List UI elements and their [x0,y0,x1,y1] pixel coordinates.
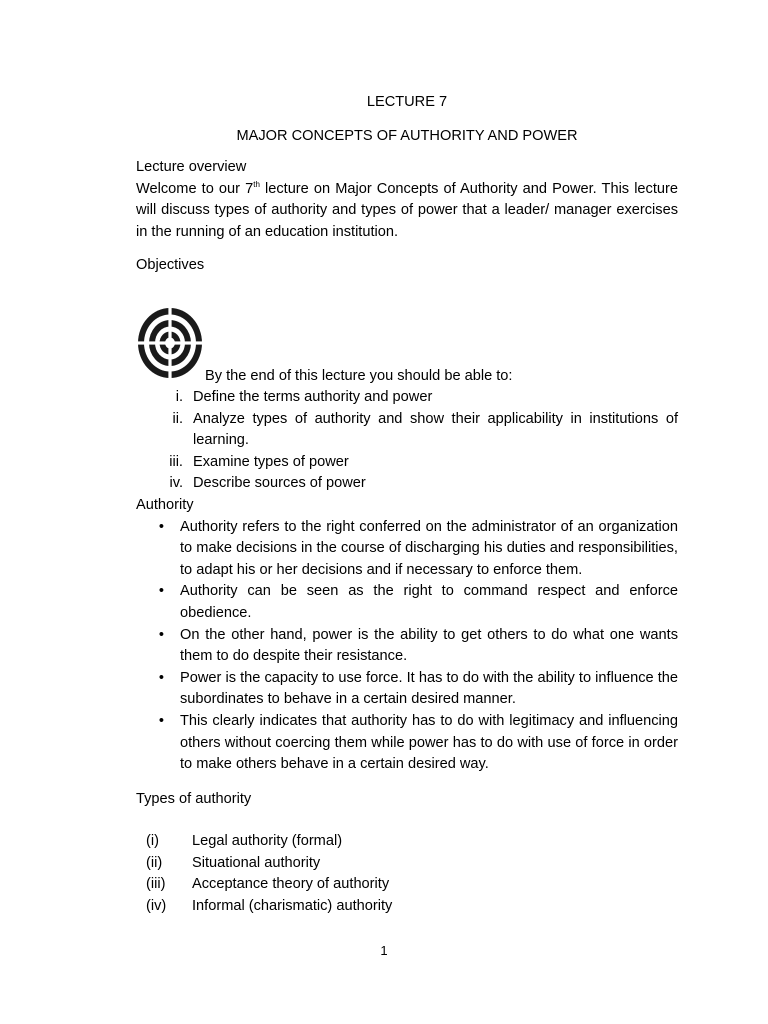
list-item-text: Acceptance theory of authority [192,876,390,893]
bullet-text: Power is the capacity to use force. It has to do with the ability to influence the subordinates to behave in a certain desired manner. [180,669,678,708]
authority-section [136,495,678,776]
list-item [136,874,536,896]
list-item [136,896,536,918]
list-item-number: iii. [169,453,183,470]
target-icon [134,304,206,382]
bullet-icon: • [158,626,164,643]
list-item-text: Describe sources of power [193,475,366,492]
list-item-number: i. [175,389,183,405]
bullet-text: Authority can be seen as the right to command respect and enforce obedience. [180,583,678,621]
main-content [136,92,678,277]
page-number: 1 [380,943,388,958]
list-item [136,853,536,875]
types-of-authority-heading: Types of authority [136,791,252,807]
list-item [136,473,678,495]
authority-heading: Authority [136,497,194,513]
list-item-number: (iv) [146,897,167,914]
list-item-number: (ii) [146,854,163,871]
bullet-text: This clearly indicates that authority has to do with legitimacy and influencing others without coercing them while power has to do with use of force in order to make others behave in a certain desired way. [180,712,678,773]
objectives-list [136,387,678,495]
authority-bullets [136,517,678,776]
list-item-number: ii. [172,410,183,427]
bullet-text: Authority refers to the right conferred on the administrator of an organization to make decisions in the course of discharging his duties and responsibilities, to adapt his or her decisions and if necessary to enforce them. [180,518,678,578]
bullet-item [136,517,678,582]
list-item-text: Situational authority [192,854,321,871]
list-item-text: Informal (charismatic) authority [192,897,393,914]
bullet-item [136,581,678,624]
list-item [136,831,536,853]
list-item [136,452,678,474]
overview-text-rest: lecture on Major Concepts of Authority and Power. This lecture will discuss types of authority and types of power that a leader/ manager exercises in the running of an education institution. [136,180,678,240]
list-item-text: Analyze types of authority and show their applicability in institutions of learning. [193,410,678,449]
overview-heading: Lecture overview [136,159,247,175]
bullet-icon: • [158,583,164,600]
objectives-heading: Objectives [136,257,205,274]
list-item-number: iv. [169,475,183,492]
list-item-number: (iii) [146,876,166,893]
overview-text-start: Welcome to our 7 [136,180,254,197]
lecture-title: MAJOR CONCEPTS OF AUTHORITY AND POWER [236,128,578,144]
list-item-text: Examine types of power [193,453,349,470]
lecture-number: LECTURE 7 [366,94,448,110]
types-of-authority-list [136,831,536,917]
bullet-item [136,711,678,776]
ordinal-suffix: th [253,179,260,189]
overview-paragraph [136,179,678,244]
bullet-icon: • [158,712,164,729]
list-item-text: Define the terms authority and power [193,389,433,405]
bullet-icon: • [158,669,164,686]
list-item-number: (i) [146,833,159,849]
bullet-icon: • [158,518,164,535]
bullet-item [136,625,678,668]
list-item [136,387,678,409]
list-item [136,409,678,452]
bullet-text: On the other hand, power is the ability to get others to do what one wants them to do despite their resistance. [180,626,678,665]
objectives-intro: By the end of this lecture you should be able to: [205,368,513,384]
list-item-text: Legal authority (formal) [192,833,343,849]
bullet-item [136,668,678,711]
